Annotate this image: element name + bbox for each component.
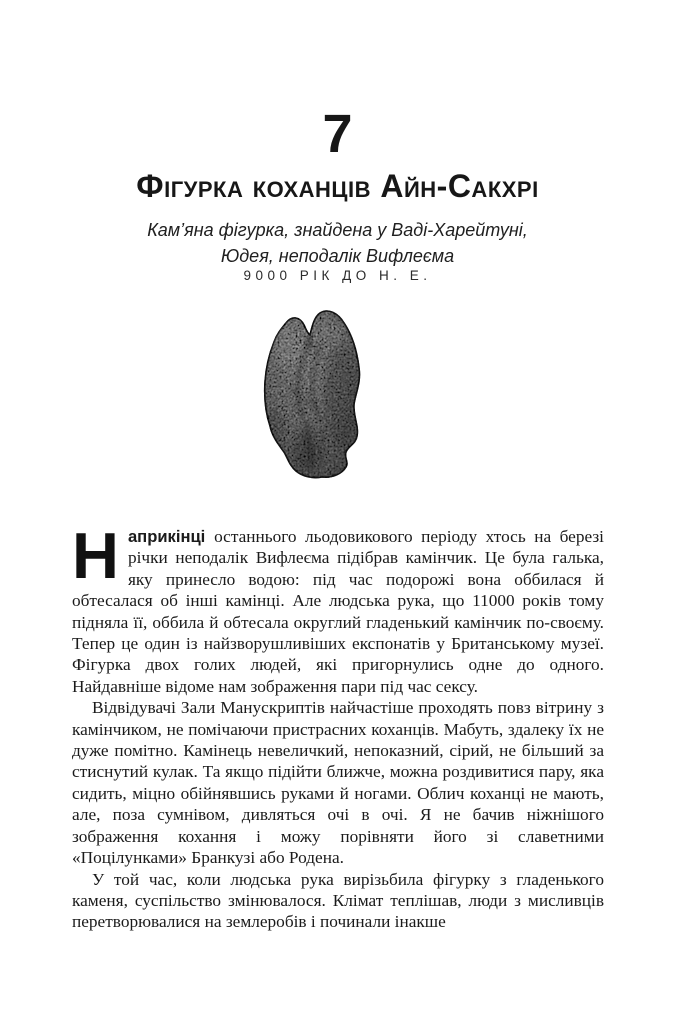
lead-word: априкінці [127, 527, 206, 546]
paragraph-3 [72, 869, 604, 933]
subtitle-line-1: Кам’яна фігурка, знайдена у Ваді-Харейтуні, [147, 220, 528, 240]
paragraph-1-text: останнього льодовикового періоду хтось на березі річки неподалік Вифлеєма підібрав камінчик. Це була галька, яку принесло водою: під час подорожі вона оббилася й обтесалася об інші камінці. Але людська рука, що 11000 років тому підняла її, оббила й обтесала округлий гладенький камінчик по-своєму. Тепер це один із найзворушливіших експонатів у Британському музеї. Фігурка двох голих людей, які пригорнулись одне до одного. Найдавніше відоме нам зображення пари під час сексу. [72, 527, 604, 696]
chapter-number: 7 [322, 104, 353, 164]
paragraph-1 [72, 519, 604, 697]
chapter-subtitle [0, 217, 675, 269]
chapter-title: Фігурка коханців Айн-Сакхрі [136, 168, 539, 204]
paragraph-2 [72, 697, 604, 868]
body-text [72, 519, 604, 933]
date-caption: 9000 РІК ДО Н. Е. [243, 268, 432, 283]
stone-figurine-image [262, 310, 367, 480]
drop-cap: Н [72, 519, 119, 592]
paragraph-2-text: Відвідувачі Зали Манускриптів найчастіше проходять повз вітрину з камінчиком, не помічаючи пристрасних коханців. Мабуть, здалеку їх не дуже помітно. Камінець невеличкий, непоказний, сірий, не більший за стиснутий кулак. Та якщо підійти ближче, можна роздивитися пару, яка сидить, міцно обійнявшись руками й ногами. Облич коханці не мають, але, поза сумнівом, дивляться очі в очі. Я не бачив ніжнішого зображення кохання і можу порівняти його зі славетними «Поцілунками» Бранкузі або Родена. [72, 698, 604, 868]
paragraph-3-text: У той час, коли людська рука вирізьбила фігурку з гладенького каменя, суспільство змінювалося. Клімат теплішав, люди з мисливців перетворювалися на землеробів і починали інакше [72, 869, 604, 932]
subtitle-line-2: Юдея, неподалік Вифлеєма [220, 246, 455, 266]
